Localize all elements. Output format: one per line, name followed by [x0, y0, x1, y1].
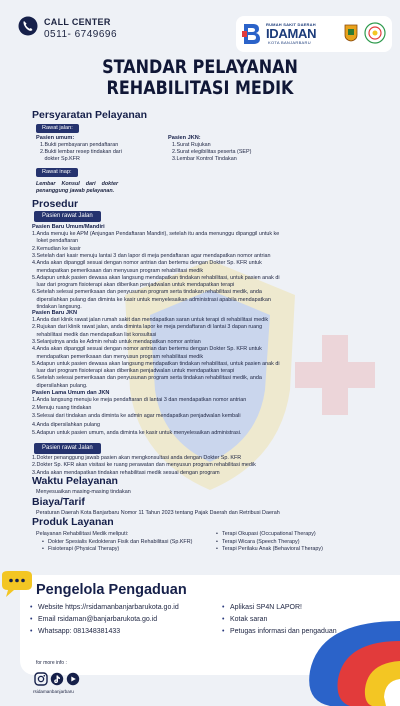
more-info-label: for more info : — [36, 660, 67, 666]
procedure-step: luar dari program fisioterapi akan diberikan penjadwalan untuk mendapatkan terapi — [32, 368, 235, 375]
general-patient-label: Pasien umum: — [36, 135, 75, 141]
procedure-step: mendapatkan pemeriksaan dan menyusun program rehabilitasi medik — [32, 267, 204, 274]
city-seal-icon — [344, 24, 358, 42]
outpatient-tag: Rawat jalan: — [36, 124, 79, 133]
group-title: Pasien Lama Umum dan JKN — [32, 390, 110, 396]
complaint-lapor: Aplikasi SP4N LAPOR! — [230, 604, 302, 611]
complaint-bullet: • — [222, 616, 225, 623]
phone-icon — [18, 16, 38, 36]
procedure-step: 5.Adapun untuk pasien dewasa akan langsung mendapatkan tindakan rehabilitasi, untuk pasien anak di — [32, 274, 280, 281]
requirements-heading: Persyaratan Pelayanan — [32, 109, 147, 121]
procedure-step: 1.Anda langsung menuju ke meja pendaftaran di lantai 3 dan mendapatkan nomor antrian — [32, 397, 247, 403]
jkn-patient-label: Pasien JKN: — [168, 135, 201, 141]
procedure-step: 3.Setelah dari kasir menuju lantai 3 dan lapor di meja pendaftaran agar mendapatkan nomor antrian — [32, 252, 271, 259]
plus-watermark-icon — [290, 330, 380, 420]
service-time-heading: Waktu Pelayanan — [32, 475, 118, 487]
hospital-b-logo-icon — [242, 22, 262, 46]
procedure-step: 3.Selesai dari tindakan anda diminta ke admin agar mendapatkan penjadwalan kembali — [32, 413, 241, 420]
products-intro: Pelayanan Rehabilitasi Medik meliputi: — [36, 531, 129, 537]
tiktok-icon[interactable] — [51, 673, 63, 685]
social-icons — [34, 672, 80, 686]
jkn-item: 2.Surat elegibilitas peserta (SEP) — [172, 149, 252, 155]
products-item: Terapi Wicara (Speech Therapy) — [222, 539, 300, 545]
page-title-line1: STANDAR PELAYANAN — [102, 55, 298, 78]
cost-text: Peraturan Daerah Kota Banjarbaru Nomor 11 Tahun 2023 tentang Pajak Daerah dan Retribusi Daerah — [36, 510, 280, 516]
inpatient-procedure-tag: Pasien rawat Jalan — [34, 443, 101, 454]
instagram-icon[interactable] — [35, 673, 47, 685]
logo-city: KOTA BANJARBARU — [268, 40, 311, 45]
procedure-step: mendapatkan pemeriksaan dan menyusun program rehabilitasi medik — [32, 353, 204, 360]
complaint-bullet: • — [222, 604, 225, 611]
complaint-website[interactable]: Website https://rsidamanbanjarbarukota.go.id — [38, 604, 179, 611]
products-heading: Produk Layanan — [32, 516, 114, 528]
logo-name: IDAMAN — [266, 26, 317, 41]
general-item: 1.Bukti pembayaran pendaftaran — [40, 142, 119, 148]
youtube-icon[interactable] — [67, 673, 79, 685]
procedure-step: 3.Selanjutnya anda ke Admin rehab untuk mendapatkan nomor antrian — [32, 338, 201, 345]
procedure-step: 6.Setelah selesai pemeriksaan dan penyusunan program serta tindakan rehabilitasi medik, anda — [32, 375, 262, 382]
procedure-step: loket pendaftaran — [32, 238, 79, 245]
products-bullet: • — [216, 539, 218, 545]
procedure-step: 1.Anda menuju ke APM (Anjungan Pendaftaran Mandiri), setelah itu anda menunggu dipanggil untuk ke — [32, 231, 280, 237]
cost-heading: Biaya/Tarif — [32, 496, 85, 508]
procedure-heading: Prosedur — [32, 198, 79, 210]
complaint-bullet: • — [30, 604, 33, 611]
procedure-step: 1.Anda dari klinik rawat jalan rumah sakit dan mendapatkan saran untuk terapi di rehabilitasi medik — [32, 317, 269, 323]
products-item: Dokter Spesialis Kedokteran Fisik dan Rehabilitasi (Sp.KFR) — [48, 539, 193, 545]
service-time-text: Menyesuaikan masing-masing tindakan — [36, 489, 131, 495]
call-center-label: CALL CENTER — [44, 17, 111, 27]
procedure-step: 4.Anda dipersilahkan pulang — [32, 421, 101, 428]
procedure-step: 5.Adapun untuk pasien umum, anda diminta ke kasir untuk menyelesaikan administrasi. — [32, 429, 242, 436]
complaint-email[interactable]: Email rsidaman@banjarbarukota.go.id — [38, 616, 158, 623]
complaint-heading: Pengelola Pengaduan — [36, 582, 187, 598]
procedure-step: 1.Dokter penanggung jawab pasien akan mengkonsultasi anda dengan Dokter Sp. KFR — [32, 455, 242, 461]
procedure-step: 3.Anda akan mendapatkan tindakan rehabilitasi medik sesuai dengan program — [32, 469, 220, 476]
complaint-info-officer: Petugas informasi dan pengaduan — [230, 628, 337, 635]
chat-bubble-icon — [0, 571, 36, 601]
group-title: Pasien Baru Umum/Mandiri — [32, 224, 105, 230]
outpatient-procedure-tag: Pasien rawat Jalan — [34, 211, 101, 222]
complaint-bullet: • — [30, 616, 33, 623]
procedure-step: 6.Setelah selesai pemeriksaan dan penyusunan program serta tindakan rehabilitasi medik, anda — [32, 289, 262, 296]
procedure-step: 5.Adapun untuk pasien dewasa akan langsung mendapatkan tindakan rehabilitasi, untuk pasien anak di — [32, 360, 280, 367]
hospital-logo — [236, 16, 392, 52]
products-item: Terapi Perilaku Anak (Behavioral Therapy) — [222, 546, 323, 552]
complaint-whatsapp[interactable]: Whatsapp: 081348381433 — [38, 628, 121, 635]
social-handle: rsidamanbanjarbaru — [33, 689, 74, 694]
logo-small-text: RUMAH SAKIT DAERAH — [266, 22, 316, 27]
procedure-step: 2.Rujukan dari klinik rawat jalan, anda diminta lapor ke meja pendaftaran di lantai 3 dapan ruang — [32, 324, 263, 331]
procedure-step: 4.Anda akan dipanggil sesuai dengan nomor antrian dan bertemu dengan Dokter Sp. KFR untuk — [32, 260, 262, 267]
procedure-step: dipersilahkan pulang. — [32, 382, 88, 389]
procedure-step: 2.Menuju ruang tindakan — [32, 405, 92, 412]
products-item: Terapi Okupasi (Occupational Therapy) — [222, 531, 316, 537]
products-bullet: • — [216, 531, 218, 537]
accreditation-emblem-icon — [364, 22, 386, 44]
complaint-suggestion-box: Kotak saran — [230, 616, 268, 623]
group-title: Pasien Baru JKN — [32, 310, 78, 316]
call-center-phone: 0511- 6749696 — [44, 29, 118, 40]
procedure-step: 2.Dokter Sp. KFR akan visitasi ke ruang perawatan dan menyusun program rehabilitasi medik — [32, 462, 256, 469]
products-bullet: • — [42, 546, 44, 552]
page-title-line2: REHABILITASI MEDIK — [106, 76, 294, 99]
products-item: Fisioterapi (Physical Therapy) — [48, 546, 120, 552]
inpatient-tag: Rawat inap: — [36, 168, 78, 177]
general-item: 2.Bukti lembar resep tindakan dari — [40, 149, 122, 155]
jkn-item: 3.Lembar Kontrol Tindakan — [172, 156, 237, 162]
procedure-step: rehabilitasi medik dan mendapatkan list konsultasi — [32, 331, 157, 338]
products-bullet: • — [42, 539, 44, 545]
inpatient-text: Lembar Konsul dari dokter — [36, 181, 119, 187]
procedure-step: tindakan langsung. — [32, 304, 82, 310]
complaint-bullet: • — [222, 628, 225, 635]
jkn-item: 1.Surat Rujukan — [172, 142, 211, 148]
procedure-step: 4.Anda akan dipanggil sesuai dengan nomor antrian dan bertemu dengan Dokter Sp. KFR untuk — [32, 346, 262, 353]
procedure-step: 2.Kemudian ke kasir — [32, 245, 81, 252]
header — [0, 0, 400, 52]
products-bullet: • — [216, 546, 218, 552]
complaint-bullet: • — [30, 628, 33, 635]
procedure-step: dipersilahkan pulang dan diminta ke kasir untuk menyelesaikan administrasi apabila mendapatkan — [32, 296, 271, 303]
general-item: dokter Sp.KFR — [40, 156, 80, 162]
inpatient-text: penanggung jawab pelayanan. — [36, 188, 115, 194]
procedure-step: luar dari program fisioterapi akan diberikan penjadwalan untuk mendapatkan terapi — [32, 282, 235, 289]
decorative-swirl-icon — [250, 601, 400, 706]
